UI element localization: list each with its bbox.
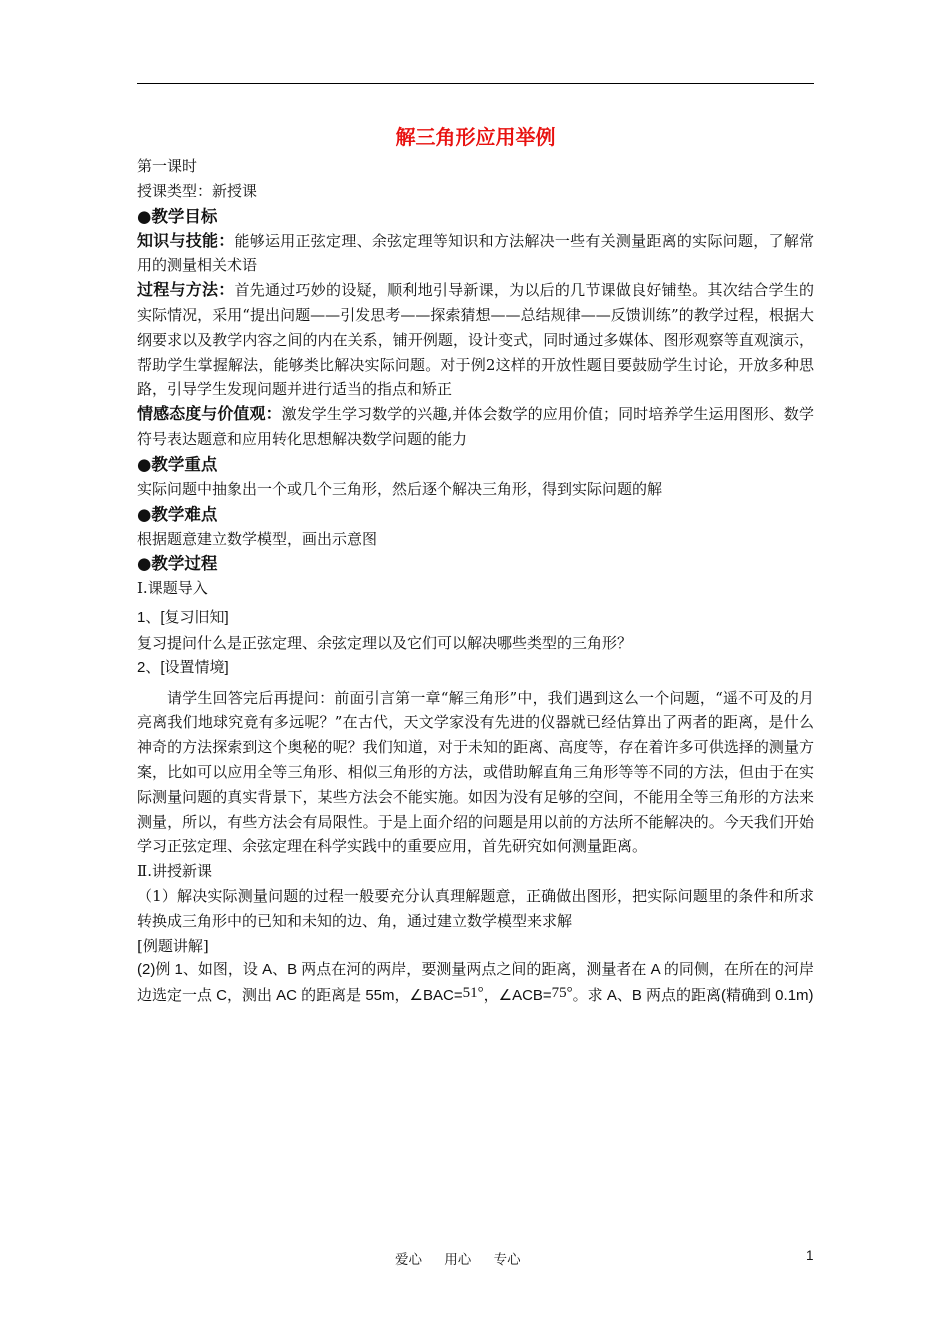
knowledge-paragraph <box>137 229 814 279</box>
angle-acb-value: 75° <box>551 985 573 1002</box>
page-title: 解三角形应用举例 <box>395 125 556 149</box>
process-method-label: 过程与方法： <box>137 280 235 300</box>
part-two-heading: Ⅱ.讲授新课 <box>137 862 212 881</box>
process-heading: ●教学过程 <box>137 554 218 574</box>
goals-heading: ●教学目标 <box>137 206 218 226</box>
emotion-label: 情感态度与价值观： <box>137 404 282 424</box>
process-method-text: 首先通过巧妙的设疑，顺利地引导新课，为以后的几节课做良好铺垫。其次结合学生的实际情况，采用“提出问题——引发思考——探索猜想——总结规律——反馈训练”的教学过程，根据大纲要求以及教学内容之间的内在关系，铺开例题，设计变式，同时通过多媒体、图形观察等直观演示，帮助学生掌握解法，能够类比解决实际问题。对于例2这样的开放性题目要鼓励学生讨论，开放多种思路，引导学生发现问题并进行适当的指点和矫正 <box>137 281 814 399</box>
scenario-label: 2、[设置情境] <box>137 658 229 676</box>
angle-acb-label: ACB= <box>512 987 552 1005</box>
knowledge-text: 能够运用正弦定理、余弦定理等知识和方法解决一些有关测量距离的实际问题，了解常用的测量相关术语 <box>137 231 814 275</box>
angle-symbol: ∠ <box>409 986 423 1005</box>
key-point-text: 实际问题中抽象出一个或几个三角形，然后逐个解决三角形，得到实际问题的解 <box>137 479 663 498</box>
method-paragraph: （1）解决实际测量问题的过程一般要充分认真理解题意，正确做出图形，把实际问题里的条件和所求转换成三角形中的已知和未知的边、角，通过建立数学模型来求解 <box>137 886 814 930</box>
review-text: 复习提问什么是正弦定理、余弦定理以及它们可以解决哪些类型的三角形？ <box>137 633 633 652</box>
process-method-paragraph <box>137 278 814 402</box>
knowledge-label: 知识与技能： <box>137 230 235 250</box>
example-one-end: 。求 A、B 两点的距离(精确到 0.1m) <box>572 987 814 1005</box>
header-rule <box>137 83 814 84</box>
lesson-type: 授课类型：新授课 <box>137 181 258 200</box>
page-number: 1 <box>806 1248 814 1263</box>
part-one-heading: Ⅰ.课题导入 <box>137 579 208 598</box>
angle-bac-value: 51° <box>462 985 484 1002</box>
key-point-heading: ●教学重点 <box>137 454 218 474</box>
lesson-number: 第一课时 <box>137 157 198 175</box>
difficulty-heading: ●教学难点 <box>137 504 218 524</box>
difficulty-text: 根据题意建立数学模型，画出示意图 <box>137 529 378 548</box>
angle-bac-label: BAC= <box>422 987 463 1005</box>
angle-symbol: ∠ <box>498 986 513 1005</box>
emotion-text: 激发学生学习数学的兴趣,并体会数学的应用价值；同时培养学生运用图形、数学符号表达题意和应用转化思想解决数学问题的能力 <box>137 405 814 448</box>
review-label: 1、[复习旧知] <box>137 609 229 627</box>
scenario-text: 请学生回答完后再提问：前面引言第一章“解三角形”中，我们遇到这么一个问题，“遥不可及的月亮离我们地球究竟有多远呢？”在古代，天文学家没有先进的仪器就已经估算出了两者的距离，是什么神奇的方法探索到这个奥秘的呢？我们知道，对于未知的距离、高度等，存在着许多可供选择的测量方案，比如可以应用全等三角形、相似三角形的方法，或借助解直角三角形等等不同的方法，但由于在实际测量问题的真实背景下，某些方法会不能实施。如因为没有足够的空间，不能用全等三角形的方法来测量，所以，有些方法会有局限性。于是上面介绍的问题是用以前的方法所不能解决的。今天我们开始学习正弦定理、余弦定理在科学实践中的重要应用，首先研究如何测量距离。 <box>137 688 814 856</box>
separator: ， <box>483 987 499 1005</box>
emotion-paragraph <box>137 402 814 452</box>
footer-slogan: 爱心 用心 专心 <box>395 1252 521 1268</box>
example-one-text: (2)例 1、如图，设 A、B 两点在河的两岸，要测量两点之间的距离，测量者在 A 的同侧，在所在的河岸边选定一点 C，测出 AC 的距离是 55m， <box>137 961 814 1005</box>
example-one-paragraph <box>137 958 814 1009</box>
document-body <box>137 124 814 1009</box>
example-label: [例题讲解] <box>137 936 209 955</box>
